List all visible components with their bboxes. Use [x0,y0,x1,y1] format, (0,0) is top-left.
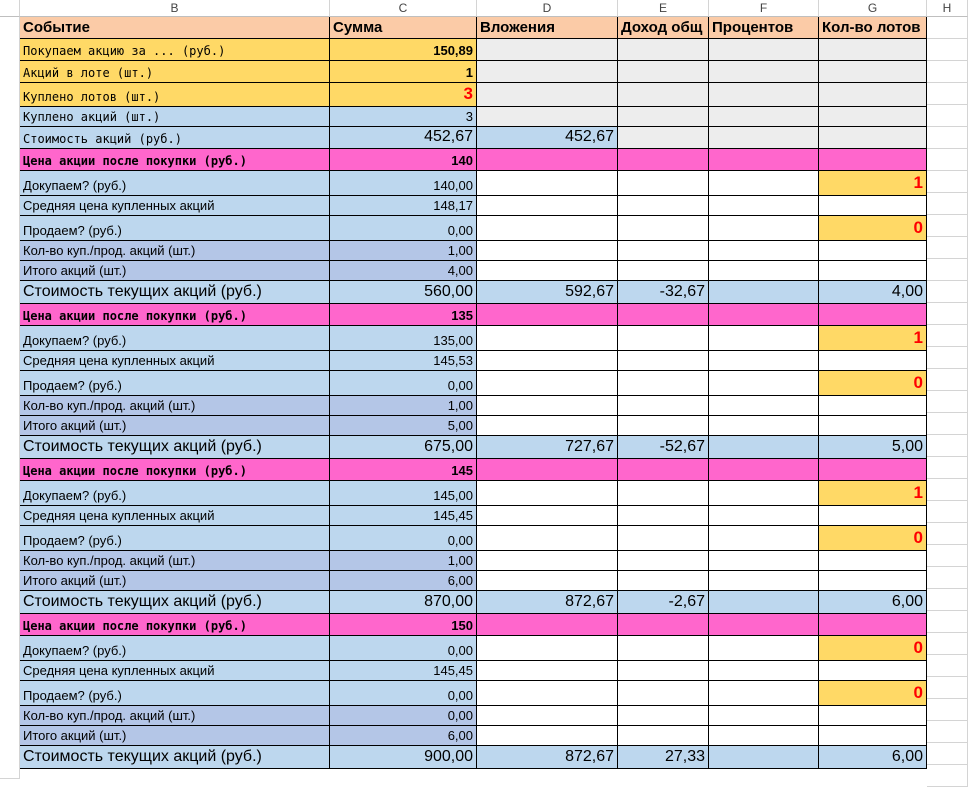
empty-cell[interactable] [819,726,927,746]
column-header-b[interactable]: B [20,0,330,17]
empty-cell[interactable] [709,681,819,706]
empty-cell[interactable] [709,107,819,127]
empty-cell[interactable] [477,614,618,636]
avg-label[interactable]: Средняя цена купленных акций [20,661,330,681]
empty-cell[interactable] [709,371,819,396]
row-label[interactable]: Стоимость акций (руб.) [20,127,330,149]
empty-cell[interactable] [477,661,618,681]
row-value[interactable]: 452,67 [330,127,477,149]
lots-value[interactable]: 4,00 [819,281,927,304]
empty-cell[interactable] [618,726,709,746]
empty-cell[interactable] [709,216,819,241]
cost-value[interactable]: 870,00 [330,591,477,614]
empty-cell[interactable] [927,567,968,589]
avg-label[interactable]: Средняя цена купленных акций [20,351,330,371]
price-label[interactable]: Цена акции после покупки (руб.) [20,304,330,326]
empty-cell[interactable] [709,661,819,681]
empty-cell[interactable] [618,107,709,127]
lots-value[interactable]: 6,00 [819,591,927,614]
empty-cell[interactable] [618,171,709,196]
income-value[interactable]: -32,67 [618,281,709,304]
empty-cell[interactable] [927,391,968,413]
buy-label[interactable]: Докупаем? (руб.) [20,636,330,661]
cost-label[interactable]: Стоимость текущих акций (руб.) [20,746,330,769]
empty-cell[interactable] [709,526,819,551]
row-value[interactable]: 3 [330,107,477,127]
empty-cell[interactable] [477,551,618,571]
empty-cell[interactable] [709,127,819,149]
empty-cell[interactable] [477,416,618,436]
empty-cell[interactable] [618,506,709,526]
sell-lots-input[interactable]: 0 [819,371,927,396]
total-value[interactable]: 5,00 [330,416,477,436]
header-invest[interactable]: Вложения [477,17,618,39]
empty-cell[interactable] [618,661,709,681]
empty-cell[interactable] [618,706,709,726]
empty-cell[interactable] [709,326,819,351]
empty-cell[interactable] [819,127,927,149]
empty-cell[interactable] [927,479,968,501]
empty-cell[interactable] [927,325,968,347]
empty-cell[interactable] [927,215,968,237]
empty-cell[interactable] [819,83,927,107]
empty-cell[interactable] [709,351,819,371]
empty-cell[interactable] [618,614,709,636]
sell-value[interactable]: 0,00 [330,526,477,551]
sell-value[interactable]: 0,00 [330,216,477,241]
sell-label[interactable]: Продаем? (руб.) [20,371,330,396]
total-label[interactable]: Итого акций (шт.) [20,571,330,591]
empty-cell[interactable] [709,506,819,526]
row-label[interactable]: Покупаем акцию за ... (руб.) [20,39,330,61]
empty-cell[interactable] [618,396,709,416]
invest-value[interactable]: 592,67 [477,281,618,304]
empty-cell[interactable] [618,261,709,281]
empty-cell[interactable] [477,371,618,396]
buy-lots-input[interactable]: 0 [819,636,927,661]
row-label[interactable]: Куплено лотов (шт.) [20,83,330,107]
empty-cell[interactable] [927,369,968,391]
empty-cell[interactable] [927,699,968,721]
cost-value[interactable]: 900,00 [330,746,477,769]
qty-value[interactable]: 1,00 [330,241,477,261]
empty-cell[interactable] [927,347,968,369]
price-value[interactable]: 150 [330,614,477,636]
invest-value[interactable]: 872,67 [477,591,618,614]
empty-cell[interactable] [477,526,618,551]
row-value[interactable]: 150,89 [330,39,477,61]
price-label[interactable]: Цена акции после покупки (руб.) [20,149,330,171]
empty-cell[interactable] [819,614,927,636]
total-label[interactable]: Итого акций (шт.) [20,416,330,436]
empty-cell[interactable] [618,61,709,83]
buy-label[interactable]: Докупаем? (руб.) [20,171,330,196]
sell-label[interactable]: Продаем? (руб.) [20,526,330,551]
sell-value[interactable]: 0,00 [330,681,477,706]
empty-cell[interactable] [618,416,709,436]
empty-cell[interactable] [618,39,709,61]
empty-cell[interactable] [927,61,968,83]
income-value[interactable]: -52,67 [618,436,709,459]
empty-cell[interactable] [477,61,618,83]
total-value[interactable]: 6,00 [330,726,477,746]
buy-label[interactable]: Докупаем? (руб.) [20,481,330,506]
sell-value[interactable]: 0,00 [330,371,477,396]
empty-cell[interactable] [927,677,968,699]
empty-cell[interactable] [927,127,968,149]
empty-cell[interactable] [709,481,819,506]
empty-cell[interactable] [477,681,618,706]
empty-cell[interactable] [819,571,927,591]
header-lots[interactable]: Кол-во лотов [819,17,927,39]
empty-cell[interactable] [618,83,709,107]
empty-cell[interactable] [618,459,709,481]
empty-cell[interactable] [709,706,819,726]
price-label[interactable]: Цена акции после покупки (руб.) [20,459,330,481]
empty-cell[interactable] [618,571,709,591]
empty-cell[interactable] [709,304,819,326]
empty-cell[interactable] [927,435,968,457]
empty-cell[interactable] [477,107,618,127]
empty-cell[interactable] [819,196,927,216]
empty-cell[interactable] [709,196,819,216]
buy-lots-input[interactable]: 1 [819,481,927,506]
empty-cell[interactable] [477,571,618,591]
qty-value[interactable]: 1,00 [330,396,477,416]
empty-cell[interactable] [618,371,709,396]
empty-cell[interactable] [618,681,709,706]
sell-lots-input[interactable]: 0 [819,681,927,706]
buy-lots-input[interactable]: 1 [819,326,927,351]
empty-cell[interactable] [477,706,618,726]
percent-cell[interactable] [709,436,819,459]
empty-cell[interactable] [477,351,618,371]
empty-cell[interactable] [927,633,968,655]
total-value[interactable]: 4,00 [330,261,477,281]
empty-cell[interactable] [927,83,968,105]
buy-value[interactable]: 135,00 [330,326,477,351]
column-header-c[interactable]: C [330,0,477,17]
avg-value[interactable]: 145,45 [330,661,477,681]
avg-value[interactable]: 145,53 [330,351,477,371]
empty-cell[interactable] [819,706,927,726]
empty-cell[interactable] [927,611,968,633]
empty-cell[interactable] [819,61,927,83]
empty-cell[interactable] [618,241,709,261]
empty-cell[interactable] [477,459,618,481]
invest-value[interactable]: 452,67 [477,127,618,149]
invest-value[interactable]: 727,67 [477,436,618,459]
income-value[interactable]: -2,67 [618,591,709,614]
empty-cell[interactable] [709,261,819,281]
empty-cell[interactable] [477,636,618,661]
empty-cell[interactable] [819,149,927,171]
qty-label[interactable]: Кол-во куп./прод. акций (шт.) [20,396,330,416]
price-value[interactable]: 145 [330,459,477,481]
corner-header[interactable] [0,0,20,17]
empty-cell[interactable] [477,396,618,416]
total-value[interactable]: 6,00 [330,571,477,591]
empty-cell[interactable] [819,506,927,526]
percent-cell[interactable] [709,281,819,304]
invest-value[interactable]: 872,67 [477,746,618,769]
header-income[interactable]: Доход общ [618,17,709,39]
avg-value[interactable]: 148,17 [330,196,477,216]
empty-cell[interactable] [927,721,968,743]
header-event[interactable]: Событие [20,17,330,39]
row-value[interactable]: 1 [330,61,477,83]
empty-cell[interactable] [819,416,927,436]
empty-cell[interactable] [618,196,709,216]
empty-cell[interactable] [709,149,819,171]
empty-cell[interactable] [477,726,618,746]
empty-cell[interactable] [477,241,618,261]
empty-cell[interactable] [819,261,927,281]
empty-cell[interactable] [819,396,927,416]
empty-cell[interactable] [819,107,927,127]
empty-cell[interactable] [819,241,927,261]
qty-label[interactable]: Кол-во куп./прод. акций (шт.) [20,706,330,726]
empty-cell[interactable] [709,61,819,83]
empty-cell[interactable] [477,326,618,351]
empty-cell[interactable] [927,105,968,127]
avg-label[interactable]: Средняя цена купленных акций [20,506,330,526]
avg-value[interactable]: 145,45 [330,506,477,526]
cost-value[interactable]: 675,00 [330,436,477,459]
lots-value[interactable]: 6,00 [819,746,927,769]
empty-cell[interactable] [927,523,968,545]
lots-value[interactable]: 5,00 [819,436,927,459]
buy-value[interactable]: 145,00 [330,481,477,506]
empty-cell[interactable] [927,281,968,303]
column-header-h[interactable]: H [927,0,968,17]
empty-cell[interactable] [927,193,968,215]
qty-label[interactable]: Кол-во куп./прод. акций (шт.) [20,551,330,571]
empty-cell[interactable] [477,261,618,281]
empty-cell[interactable] [709,241,819,261]
empty-cell[interactable] [618,149,709,171]
row-label[interactable]: Акций в лоте (шт.) [20,61,330,83]
column-header-g[interactable]: G [819,0,927,17]
empty-cell[interactable] [477,149,618,171]
total-label[interactable]: Итого акций (шт.) [20,726,330,746]
empty-cell[interactable] [927,655,968,677]
empty-cell[interactable] [709,636,819,661]
empty-cell[interactable] [927,171,968,193]
income-value[interactable]: 27,33 [618,746,709,769]
empty-cell[interactable] [709,726,819,746]
row-label[interactable]: Куплено акций (шт.) [20,107,330,127]
buy-label[interactable]: Докупаем? (руб.) [20,326,330,351]
total-label[interactable]: Итого акций (шт.) [20,261,330,281]
empty-cell[interactable] [927,259,968,281]
empty-cell[interactable] [709,396,819,416]
price-value[interactable]: 135 [330,304,477,326]
empty-cell[interactable] [477,304,618,326]
empty-cell[interactable] [927,457,968,479]
empty-cell[interactable] [709,551,819,571]
avg-label[interactable]: Средняя цена купленных акций [20,196,330,216]
sell-lots-input[interactable]: 0 [819,216,927,241]
percent-cell[interactable] [709,591,819,614]
empty-cell[interactable] [709,83,819,107]
column-header-d[interactable]: D [477,0,618,17]
buy-value[interactable]: 0,00 [330,636,477,661]
column-header-f[interactable]: F [709,0,819,17]
empty-cell[interactable] [477,481,618,506]
empty-cell[interactable] [709,571,819,591]
header-percent[interactable]: Процентов [709,17,819,39]
empty-cell[interactable] [618,216,709,241]
empty-cell[interactable] [927,765,968,787]
empty-cell[interactable] [927,545,968,567]
price-label[interactable]: Цена акции после покупки (руб.) [20,614,330,636]
empty-cell[interactable] [618,304,709,326]
header-sum[interactable]: Сумма [330,17,477,39]
sell-label[interactable]: Продаем? (руб.) [20,216,330,241]
empty-cell[interactable] [709,416,819,436]
empty-cell[interactable] [927,17,968,39]
empty-cell[interactable] [709,171,819,196]
empty-cell[interactable] [477,171,618,196]
empty-cell[interactable] [709,39,819,61]
empty-cell[interactable] [618,526,709,551]
empty-cell[interactable] [477,216,618,241]
price-value[interactable]: 140 [330,149,477,171]
empty-cell[interactable] [477,196,618,216]
empty-cell[interactable] [477,83,618,107]
empty-cell[interactable] [618,636,709,661]
empty-cell[interactable] [927,589,968,611]
empty-cell[interactable] [927,39,968,61]
percent-cell[interactable] [709,746,819,769]
buy-value[interactable]: 140,00 [330,171,477,196]
cost-label[interactable]: Стоимость текущих акций (руб.) [20,281,330,304]
row-header-column[interactable] [0,17,20,779]
empty-cell[interactable] [927,743,968,765]
empty-cell[interactable] [618,481,709,506]
empty-cell[interactable] [927,501,968,523]
buy-lots-input[interactable]: 1 [819,171,927,196]
empty-cell[interactable] [819,39,927,61]
empty-cell[interactable] [819,304,927,326]
empty-cell[interactable] [618,127,709,149]
empty-cell[interactable] [819,551,927,571]
empty-cell[interactable] [477,506,618,526]
sell-lots-input[interactable]: 0 [819,526,927,551]
empty-cell[interactable] [618,326,709,351]
empty-cell[interactable] [709,614,819,636]
empty-cell[interactable] [819,459,927,481]
cost-value[interactable]: 560,00 [330,281,477,304]
empty-cell[interactable] [819,661,927,681]
qty-value[interactable]: 1,00 [330,551,477,571]
empty-cell[interactable] [618,351,709,371]
empty-cell[interactable] [927,303,968,325]
empty-cell[interactable] [927,237,968,259]
sell-label[interactable]: Продаем? (руб.) [20,681,330,706]
empty-cell[interactable] [927,149,968,171]
empty-cell[interactable] [819,351,927,371]
column-header-e[interactable]: E [618,0,709,17]
empty-cell[interactable] [618,551,709,571]
cost-label[interactable]: Стоимость текущих акций (руб.) [20,591,330,614]
empty-cell[interactable] [477,39,618,61]
row-value[interactable]: 3 [330,83,477,107]
empty-cell[interactable] [927,413,968,435]
cost-label[interactable]: Стоимость текущих акций (руб.) [20,436,330,459]
empty-cell[interactable] [709,459,819,481]
qty-value[interactable]: 0,00 [330,706,477,726]
qty-label[interactable]: Кол-во куп./прод. акций (шт.) [20,241,330,261]
